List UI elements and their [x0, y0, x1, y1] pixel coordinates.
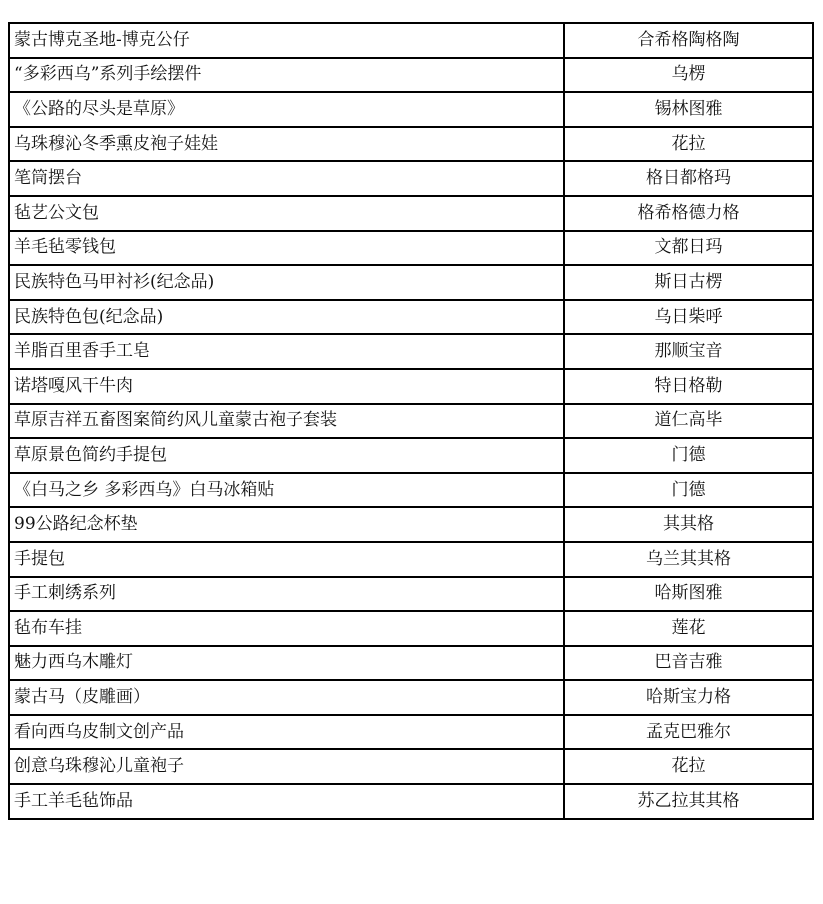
table-row [9, 161, 813, 196]
table-row [9, 92, 813, 127]
product-name-cell: 乌珠穆沁冬季熏皮袍子娃娃 [9, 127, 564, 162]
artist-name-cell: 苏乙拉其其格 [564, 784, 813, 819]
product-name-cell: 《公路的尽头是草原》 [9, 92, 564, 127]
table-row [9, 473, 813, 508]
table-row [9, 196, 813, 231]
artist-name-cell: 其其格 [564, 507, 813, 542]
artist-name-cell: 门德 [564, 438, 813, 473]
product-name-cell: 诺塔嘎风干牛肉 [9, 369, 564, 404]
artist-name-cell: 斯日古楞 [564, 265, 813, 300]
table-row [9, 58, 813, 93]
artist-name-cell: 花拉 [564, 749, 813, 784]
product-name-cell: 毡艺公文包 [9, 196, 564, 231]
product-name-cell: 蒙古马（皮雕画） [9, 680, 564, 715]
table-row [9, 23, 813, 58]
product-name-cell: 民族特色马甲衬衫(纪念品) [9, 265, 564, 300]
product-name-cell: 手工羊毛毡饰品 [9, 784, 564, 819]
artist-name-cell: 合希格陶格陶 [564, 23, 813, 58]
product-name-cell: 手提包 [9, 542, 564, 577]
product-name-cell: “多彩西乌”系列手绘摆件 [9, 58, 564, 93]
artist-name-cell: 哈斯宝力格 [564, 680, 813, 715]
artist-name-cell: 乌日柴呼 [564, 300, 813, 335]
table-row [9, 646, 813, 681]
artist-name-cell: 格希格德力格 [564, 196, 813, 231]
artist-name-cell: 那顺宝音 [564, 334, 813, 369]
table-row [9, 438, 813, 473]
table-row [9, 127, 813, 162]
product-name-cell: 草原景色简约手提包 [9, 438, 564, 473]
table-row [9, 784, 813, 819]
artist-name-cell: 莲花 [564, 611, 813, 646]
artist-name-cell: 格日都格玛 [564, 161, 813, 196]
artist-name-cell: 花拉 [564, 127, 813, 162]
table-row [9, 577, 813, 612]
product-name-cell: 《白马之乡 多彩西乌》白马冰箱贴 [9, 473, 564, 508]
product-name-cell: 民族特色包(纪念品) [9, 300, 564, 335]
table-row [9, 611, 813, 646]
table-row [9, 265, 813, 300]
artist-name-cell: 特日格勒 [564, 369, 813, 404]
table-row [9, 334, 813, 369]
product-name-cell: 羊脂百里香手工皂 [9, 334, 564, 369]
artist-name-cell: 哈斯图雅 [564, 577, 813, 612]
table-row [9, 715, 813, 750]
table-row [9, 680, 813, 715]
product-name-cell: 看向西乌皮制文创产品 [9, 715, 564, 750]
table-row [9, 300, 813, 335]
artist-name-cell: 门德 [564, 473, 813, 508]
product-name-cell: 99公路纪念杯垫 [9, 507, 564, 542]
table-row [9, 749, 813, 784]
artist-name-cell: 巴音吉雅 [564, 646, 813, 681]
product-name-cell: 羊毛毡零钱包 [9, 231, 564, 266]
table-row [9, 507, 813, 542]
product-name-cell: 蒙古博克圣地-博克公仔 [9, 23, 564, 58]
product-name-cell: 创意乌珠穆沁儿童袍子 [9, 749, 564, 784]
artist-name-cell: 孟克巴雅尔 [564, 715, 813, 750]
artist-name-cell: 道仁高毕 [564, 404, 813, 439]
product-name-cell: 魅力西乌木雕灯 [9, 646, 564, 681]
product-artist-table [8, 22, 814, 820]
table-row [9, 404, 813, 439]
product-name-cell: 草原吉祥五畜图案简约风儿童蒙古袍子套装 [9, 404, 564, 439]
product-name-cell: 毡布车挂 [9, 611, 564, 646]
table-row [9, 542, 813, 577]
artist-name-cell: 文都日玛 [564, 231, 813, 266]
table-row [9, 231, 813, 266]
product-artist-table-wrapper [8, 22, 812, 820]
product-name-cell: 笔筒摆台 [9, 161, 564, 196]
artist-name-cell: 锡林图雅 [564, 92, 813, 127]
product-name-cell: 手工刺绣系列 [9, 577, 564, 612]
table-row [9, 369, 813, 404]
artist-name-cell: 乌兰其其格 [564, 542, 813, 577]
artist-name-cell: 乌楞 [564, 58, 813, 93]
table-body [9, 23, 813, 819]
